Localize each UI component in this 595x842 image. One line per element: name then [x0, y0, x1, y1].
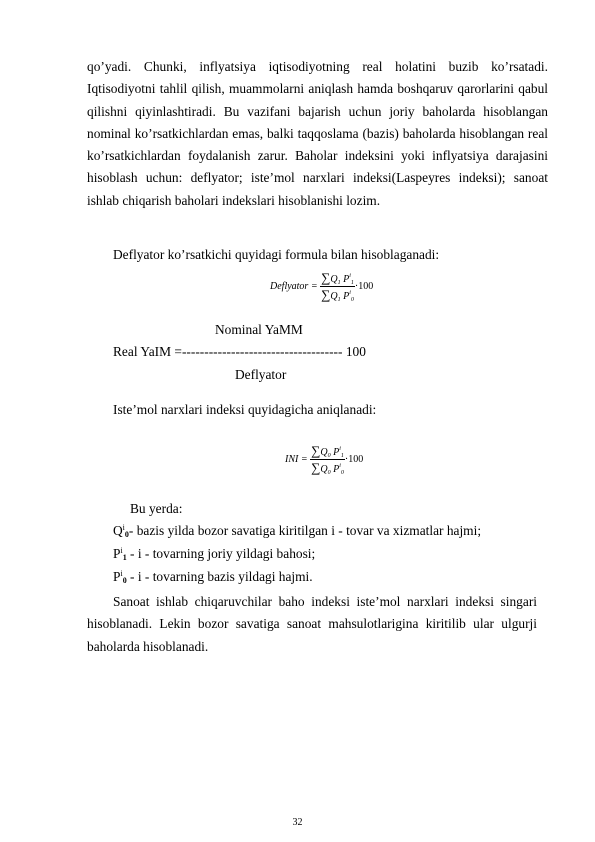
subscript: 0: [124, 530, 129, 539]
page-number: 32: [292, 817, 303, 828]
definition-text: - bazis yilda bozor savatiga kiritilgan i - tovar va xizmatlar hajmi;: [128, 523, 482, 538]
sigma-symbol: ∑: [311, 460, 321, 475]
real-yaim-denominator: Deflyator: [235, 367, 287, 382]
cpi-intro: Iste’mol narxlari indeksi quyidagicha aniqlanadi:: [113, 402, 377, 417]
deflator-formula: [270, 270, 373, 303]
formula1-denominator: [320, 287, 355, 303]
bu-yerda-label: Bu yerda:: [130, 501, 183, 516]
superscript: i: [122, 523, 125, 532]
sigma-symbol: ∑: [321, 270, 331, 285]
p-symbol: P: [333, 447, 340, 458]
formula2-lhs: INI =: [285, 453, 308, 465]
symbol: P: [113, 569, 121, 584]
superscript: i: [349, 273, 351, 279]
cpi-formula: [285, 443, 363, 476]
superscript: i: [120, 569, 123, 578]
formula1-numerator: [320, 270, 355, 287]
definition-p1: [113, 546, 315, 562]
formula2-numerator: [310, 443, 345, 460]
q-symbol: Q: [330, 274, 338, 285]
q-symbol: Q: [320, 447, 328, 458]
sigma-symbol: ∑: [311, 443, 321, 458]
subscript: 0: [340, 470, 344, 476]
formula2-denominator: [310, 460, 345, 476]
formula1-lhs: Deflyator =: [270, 280, 318, 292]
superscript: i: [120, 546, 123, 555]
definition-p0: [113, 569, 313, 585]
real-yaim-label: Real YaIM =: [113, 344, 182, 359]
superscript: i: [349, 290, 351, 296]
p-symbol: P: [343, 291, 350, 302]
q-symbol: Q: [330, 291, 338, 302]
sigma-symbol: ∑: [321, 287, 331, 302]
subscript: 1: [350, 280, 354, 286]
subscript: 1: [337, 280, 341, 286]
definition-text: - i - tovarning joriy yildagi bahosi;: [126, 546, 316, 561]
subscript: 1: [337, 297, 341, 303]
definition-text: - i - tovarning bazis yildagi hajmi.: [126, 569, 313, 584]
p-symbol: P: [343, 274, 350, 285]
formula2-fraction: [310, 443, 345, 476]
real-yaim-line: [113, 344, 366, 360]
subscript: 1: [122, 553, 127, 562]
fraction-dashes: ------------------------------------: [181, 344, 343, 359]
subscript: 0: [327, 453, 331, 459]
superscript: i: [339, 446, 341, 452]
subscript: 0: [350, 297, 354, 303]
formula1-fraction: [320, 270, 355, 303]
symbol: P: [113, 546, 121, 561]
formula1-multiplier: ·100: [354, 280, 374, 292]
real-yaim-factor: 100: [345, 344, 366, 359]
paragraph-industrial-index: Sanoat ishlab chiqaruvchilar baho indeksi iste’mol narxlari indeksi singari hisoblanadi. Lekin bozor savatiga sanoat mahsulotlarigina kiritilib ular ulgurji baholarda hisoblanadi.: [87, 594, 537, 654]
q-symbol: Q: [320, 464, 328, 475]
real-yaim-numerator: Nominal YaMM: [215, 322, 303, 337]
subscript: 1: [340, 453, 344, 459]
paragraph-inflation: qo’yadi. Chunki, inflyatsiya iqtisodiyotning real holatini buzib ko’rsatadi. Iqtisodiyotni tahlil qilish, muammolarni aniqlash hamda boshqaruv qarorlarini qabul qilishni qiyinlashtiradi. Bu vazifani bajarish uchun joriy baholarda hisoblangan nominal ko’rsatkichlardan emas, balki taqqoslama (bazis) baholarda hisoblangan real ko’rsatkichlardan foydalanish zarur. Baholar indeksini yoki inflyatsiya darajasini hisoblash uchun: deflyator; iste’mol narxlari indeksi(Laspeyres indeksi); sanoat ishlab chiqarish baholari indekslari hisoblanishi lozim.: [87, 59, 548, 208]
superscript: i: [339, 463, 341, 469]
symbol: Q: [113, 523, 123, 538]
p-symbol: P: [333, 464, 340, 475]
subscript: 0: [327, 470, 331, 476]
definition-q0: [113, 523, 481, 539]
subscript: 0: [122, 576, 127, 585]
deflator-intro: Deflyator ko’rsatkichi quyidagi formula bilan hisoblaganadi:: [113, 247, 440, 262]
formula2-multiplier: ·100: [344, 453, 364, 465]
